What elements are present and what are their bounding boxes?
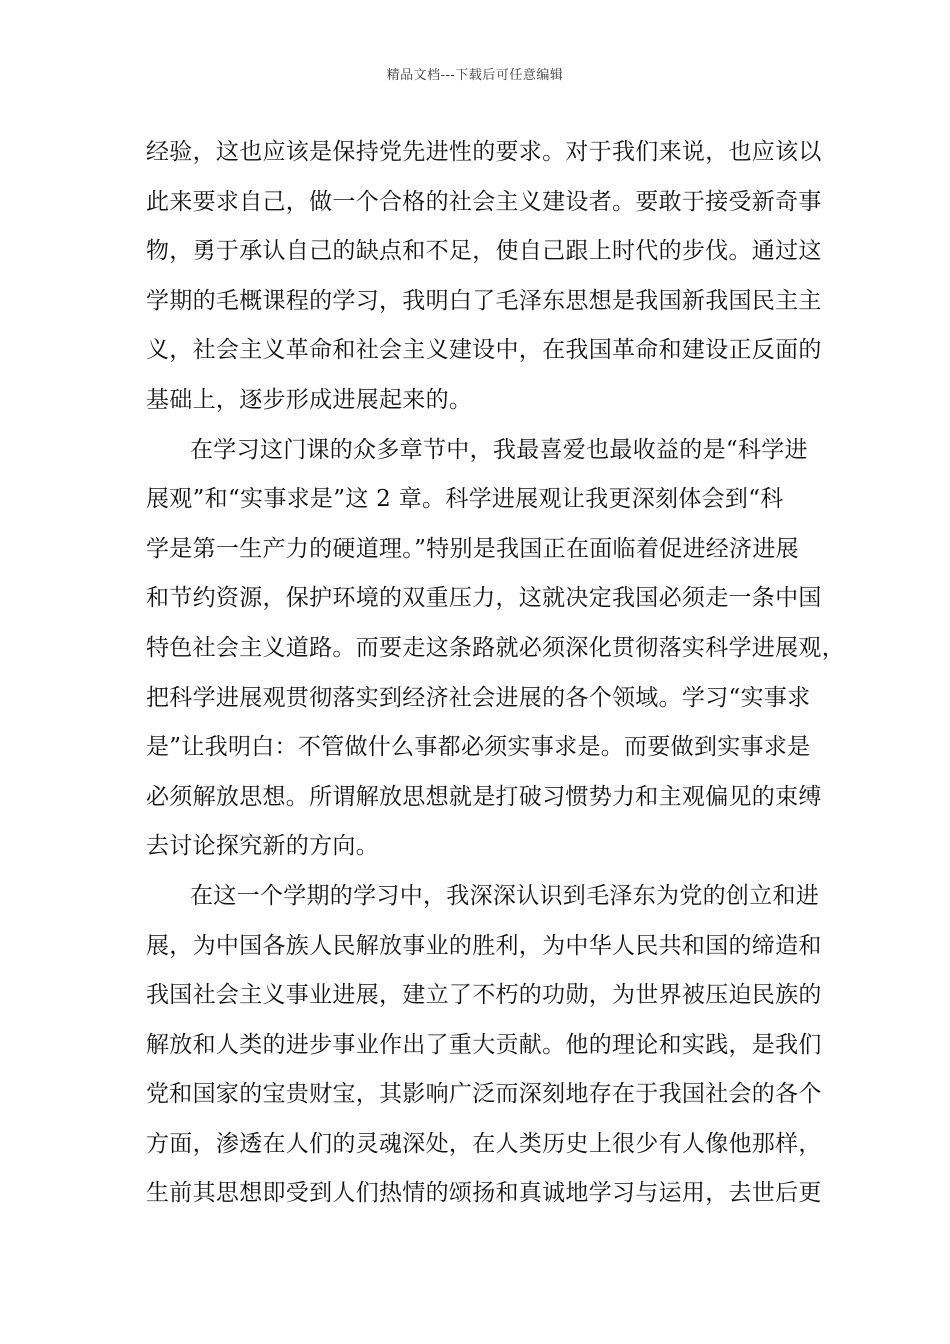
text-line: 和节约资源，保护环境的双重压力，这就决定我国必须走一条中国 xyxy=(146,585,822,612)
text-line: 学是第一生产力的硬道理。”特别是我国正在面临着促进经济进展 xyxy=(146,535,799,562)
text-line: 必须解放思想。所谓解放思想就是打破习惯势力和主观偏见的束缚 xyxy=(146,783,822,810)
text-line: 是”让我明白：不管做什么事都必须实事求是。而要做到实事求是 xyxy=(146,734,811,761)
text-line: 我国社会主义事业进展，建立了不朽的功勋，为世界被压迫民族的 xyxy=(146,982,822,1009)
text-line: 解放和人类的进步事业作出了重大贡献。他的理论和实践，是我们 xyxy=(146,1031,822,1058)
text-line: 义，社会主义革命和社会主义建设中，在我国革命和建设正反面的 xyxy=(146,337,822,364)
body-text xyxy=(146,128,845,1219)
text-line: 展观”和“实事求是”这 2 章。科学进展观让我更深刻体会到“科 xyxy=(146,486,784,513)
text-line: 展，为中国各族人民解放事业的胜利，为中华人民共和国的缔造和 xyxy=(146,932,822,959)
text-line: 基础上，逐步形成进展起来的。 xyxy=(146,386,473,413)
text-line: 把科学进展观贯彻落实到经济社会进展的各个领域。学习“实事求 xyxy=(146,684,811,711)
text-line: 物，勇于承认自己的缺点和不足，使自己跟上时代的步伐。通过这 xyxy=(146,238,822,265)
paragraph-start-line: 在这一个学期的学习中，我深深认识到毛泽东为党的创立和进 xyxy=(190,882,820,909)
text-line: 此来要求自己，做一个合格的社会主义建设者。要敢于接受新奇事 xyxy=(146,188,822,215)
text-line: 经验，这也应该是保持党先进性的要求。对于我们来说，也应该以 xyxy=(146,139,822,165)
text-line: 党和国家的宝贵财宝，其影响广泛而深刻地存在于我国社会的各个 xyxy=(146,1081,822,1108)
header-note: 精品文档---下载后可任意编辑 xyxy=(386,68,564,83)
paragraph-start-line: 在学习这门课的众多章节中，我最喜爱也最收益的是“科学进 xyxy=(190,436,808,463)
text-line: 学期的毛概课程的学习，我明白了毛泽东思想是我国新我国民主主 xyxy=(146,287,822,314)
text-line: 方面，渗透在人们的灵魂深处，在人类历史上很少有人像他那样， xyxy=(146,1130,822,1157)
text-line: 生前其思想即受到人们热情的颂扬和真诚地学习与运用，去世后更 xyxy=(146,1180,822,1207)
text-line: 去讨论探究新的方向。 xyxy=(146,833,379,860)
text-line: 特色社会主义道路。而要走这条路就必须深化贯彻落实科学进展观， xyxy=(146,634,845,661)
